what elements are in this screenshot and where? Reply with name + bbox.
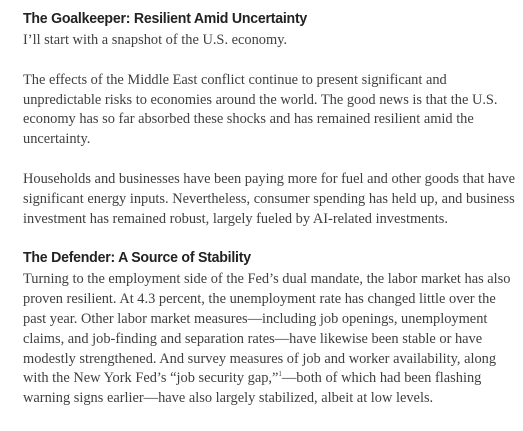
footnote-link[interactable]: 1 — [278, 370, 282, 379]
paragraph-households: Households and businesses have been paying more for fuel and other goods that have significant energy inputs. Nevertheless, consumer spending has held up, and business investment has remained robust, largely fueled by AI-related investments. — [23, 170, 515, 227]
paragraph-employment-text-start: Turning to the employment side of the Fed’s dual mandate, the labor market has also proven resilient. At 4.3 percent, the unemployment rate has changed little over the past year. Other labor market measures—including job openings, unemployment claims, and job-finding and separation rates—have likewise been stable or have modestly strengthened. And survey measures of job and worker availability, along with the New York Fed’s “job security gap,” — [23, 271, 511, 387]
section-heading-goalkeeper: The Goalkeeper: Resilient Amid Uncertainty — [23, 10, 308, 27]
section-heading-defender: The Defender: A Source of Stability — [23, 249, 251, 267]
paragraph-employment-text-end: —both of which had been flashing warning signs earlier—have also largely stabilized, albeit at low levels. — [23, 370, 482, 407]
paragraph-middle-east: The effects of the Middle East conflict continue to present significant and unpredictable risks to economies around the world. The good news is that the U.S. economy has so far absorbed these shocks and has remained resilient amid the uncertainty. — [23, 71, 498, 148]
paragraph-snapshot: I’ll start with a snapshot of the U.S. economy. — [23, 32, 288, 48]
section-goalkeeper — [23, 9, 519, 229]
article-content — [23, 9, 519, 409]
section-defender — [23, 248, 519, 409]
paragraph-employment — [23, 270, 519, 409]
